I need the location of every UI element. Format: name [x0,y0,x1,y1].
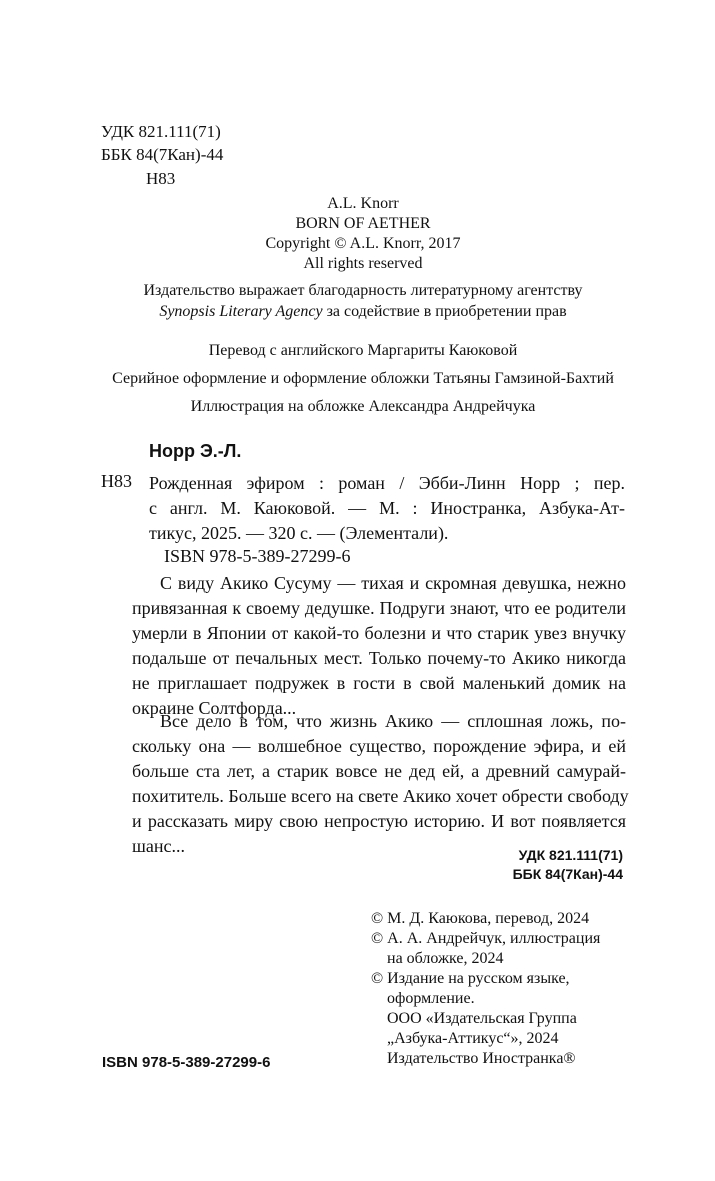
copyright-line: © А. А. Андрейчук, иллюстрация [371,930,601,947]
original-edition-credits [100,194,626,274]
annotation-line: и рассказать миру свою непростую историю. И вот появляется [132,811,626,831]
annotation-line: шанс... [132,836,185,856]
copyright-line: ООО «Издательская Группа [387,1010,577,1027]
annotation-line: похититель. Больше всего на свете Акико хочет обрести свободу [132,786,629,806]
annotation-line: С виду Акико Сусуму — тихая и скромная девушка, нежно [160,573,626,593]
acknowledgement-line-2 [100,301,626,322]
copyright-line: оформление. [387,990,475,1007]
record-author-mark: Н83 [101,471,132,491]
original-rights: All rights reserved [303,255,423,272]
annotation-line: не приглашает подружек в гости в свой маленький домик на [132,673,626,693]
copyright-notices [371,909,600,1069]
annotation-line: больше ста лет, а старик вовсе не дед ей, а древний самурай- [132,761,626,781]
bibliographic-record [149,471,625,546]
annotation-line: привязанная к своему дедушке. Подруги знают, что ее родители [132,598,626,618]
author-mark: Н83 [146,169,176,188]
record-line: тикус, 2025. — 320 с. — (Элементали). [149,523,449,543]
design-credit: Серийное оформление и оформление обложки Татьяны Гамзиной-Бахтий [112,370,614,387]
bbk-code: ББК 84(7Кан)-44 [101,145,224,164]
copyright-line: „Азбука-Аттикус“», 2024 [387,1030,559,1047]
annotation-line: Все дело в том, что жизнь Акико — сплошная ложь, по- [160,711,626,731]
record-line: с англ. М. Каюковой. — М. : Иностранка, Азбука-Ат- [149,498,625,518]
copyright-line: на обложке, 2024 [387,950,504,967]
annotation-line: подальше от печальных мест. Только почему-то Акико никогда [132,648,626,668]
copyright-line: © Издание на русском языке, [371,970,570,987]
acknowledgement-line-1: Издательство выражает благодарность литературному агентству [143,282,583,299]
udk-code-bottom: УДК 821.111(71) [518,847,623,863]
record-isbn: ISBN 978-5-389-27299-6 [164,546,351,566]
original-copyright: Copyright © A.L. Knorr, 2017 [265,235,461,252]
record-line: Рожденная эфиром : роман / Эбби-Линн Норр ; пер. [149,473,625,493]
annotation-paragraph-2 [132,709,629,859]
annotation-line: скольку она — волшебное существо, порождение эфира, и ей [132,736,626,756]
acknowledgement [100,280,626,322]
isbn-bottom: ISBN 978-5-389-27299-6 [102,1054,271,1071]
original-author: A.L. Knorr [327,195,399,212]
annotation-paragraph-1 [132,571,626,721]
acknowledgement-line-2-rest: за содействие в приобретении прав [322,303,567,320]
udk-code: УДК 821.111(71) [101,122,221,141]
record-author-heading: Норр Э.-Л. [149,441,242,461]
illustration-credit: Иллюстрация на обложке Александра Андрейчука [190,398,536,415]
copyright-line: Издательство Иностранка® [387,1050,576,1067]
translation-credit: Перевод с английского Маргариты Каюковой [208,342,518,359]
annotation-line: умерли в Японии от какой-то болезни и что старик увез внучку [132,623,626,643]
agency-name: Synopsis Literary Agency [159,303,323,320]
original-title: BORN OF AETHER [295,215,431,232]
copyright-line: © М. Д. Каюкова, перевод, 2024 [371,910,590,927]
annotation-line: окраине Солтфорда... [132,698,297,718]
bbk-code-bottom: ББК 84(7Кан)-44 [512,866,623,882]
